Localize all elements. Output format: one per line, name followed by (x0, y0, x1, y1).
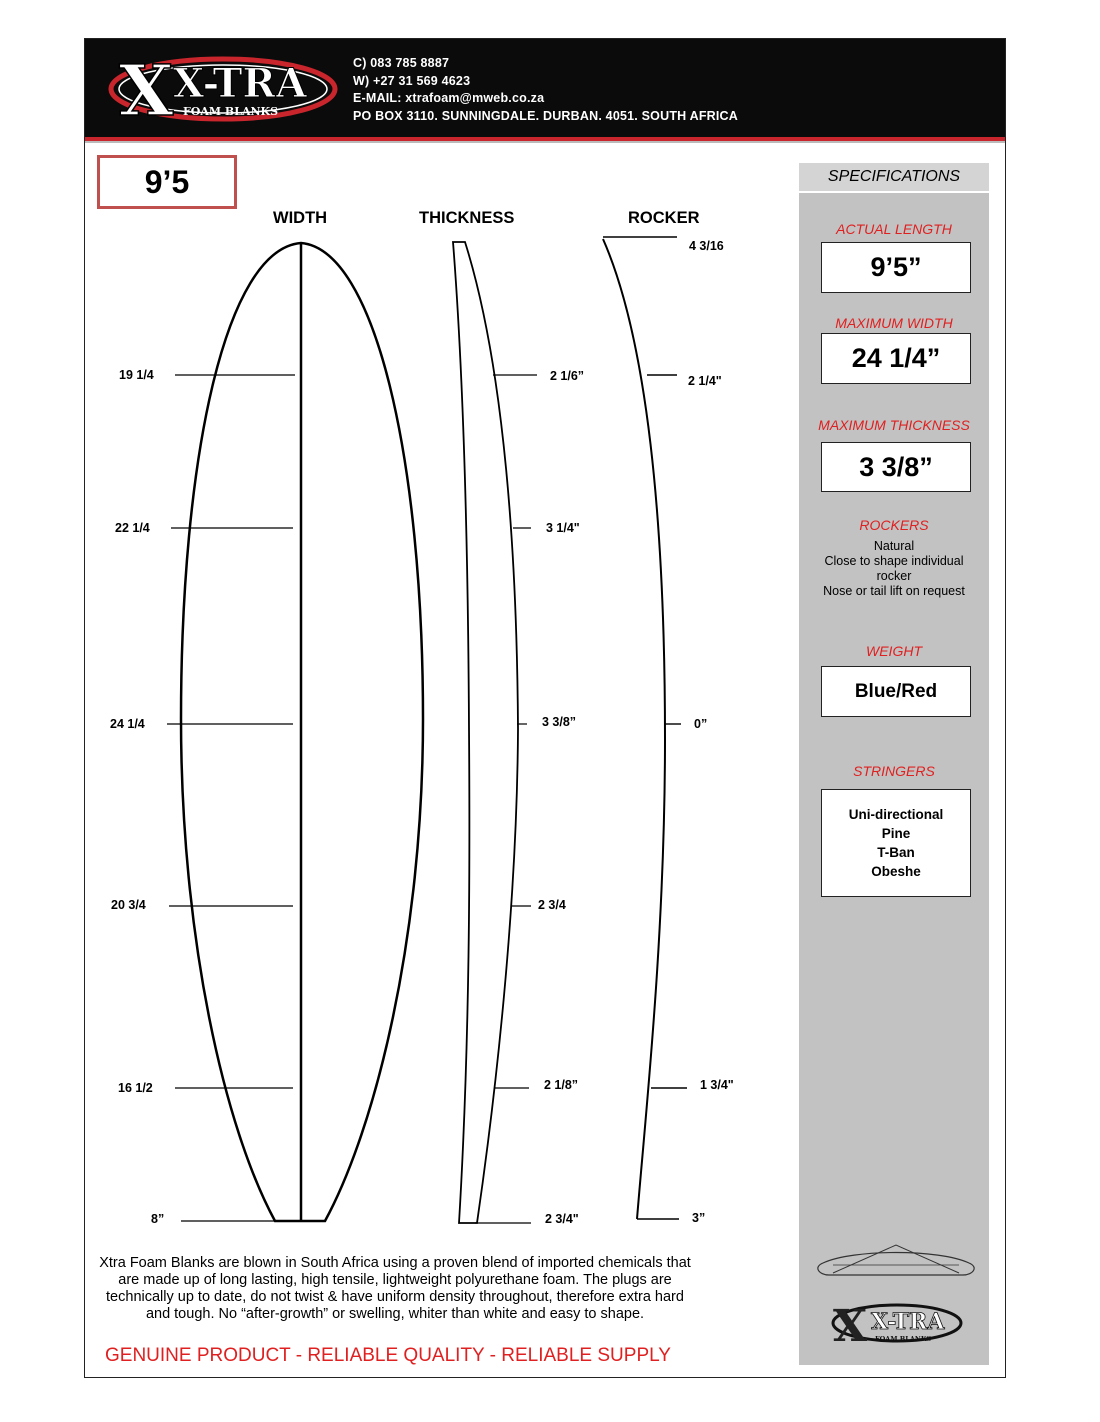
weight-value: Blue/Red (854, 680, 938, 702)
weight-box (821, 666, 971, 717)
stringers-label: STRINGERS (853, 763, 935, 779)
max-thickness-label: MAXIMUM THICKNESS (818, 417, 970, 433)
product-description: Xtra Foam Blanks are blown in South Africa using a proven blend of imported chemicals that are made up of long lasting, high tensile, lightweight polyurethane foam. The plugs are technically up to date, do not twist & have uniform density throughout, therefore extra hard and tough. No “after-growth” or swelling, whiter than white and easy to shape. (99, 1255, 691, 1322)
width-title: WIDTH (273, 209, 328, 227)
max-width-value: 24 1/4” (851, 343, 941, 373)
board-profiles (85, 39, 795, 1249)
rockers-note: Natural (873, 539, 915, 553)
rocker-profile (603, 239, 665, 1219)
thickness-title: THICKNESS (419, 209, 515, 227)
spec-sheet (84, 38, 1006, 1378)
svg-text:FOAM BLANKS: FOAM BLANKS (875, 1335, 932, 1343)
rockers-label: ROCKERS (859, 517, 929, 533)
max-width-box (821, 333, 971, 384)
thickness-label: 2 3/4 (538, 898, 566, 912)
actual-length-box (821, 242, 971, 293)
svg-text:X-TRA: X-TRA (871, 1309, 945, 1335)
width-label: 22 1/4 (115, 521, 150, 535)
thickness-leaders (475, 375, 537, 1223)
svg-text:X: X (119, 49, 174, 132)
stringer-item: Pine (881, 826, 911, 841)
rocker-label: 4 3/16 (689, 239, 724, 253)
thickness-label: 3 3/8” (542, 715, 577, 729)
stringer-item: Obeshe (871, 864, 921, 879)
max-thickness-value: 3 3/8” (859, 451, 933, 482)
rocker-label: 2 1/4" (688, 374, 722, 388)
weight-label: WEIGHT (866, 643, 922, 659)
specifications-panel (799, 163, 989, 1365)
svg-text:FOAM BLANKS: FOAM BLANKS (183, 105, 279, 118)
cell-phone: C) 083 785 8887 (353, 56, 450, 70)
slogan: GENUINE PRODUCT - RELIABLE QUALITY - RELIABLE SUPPLY (105, 1345, 671, 1366)
stringer-item: T-Ban (877, 845, 915, 860)
rocker-label: 3” (692, 1211, 706, 1225)
width-label: 24 1/4 (110, 717, 145, 731)
actual-length-label: ACTUAL LENGTH (836, 221, 952, 237)
model-size: 9’5 (144, 163, 190, 200)
email: E-MAIL: xtrafoam@mweb.co.za (353, 91, 545, 105)
max-width-label: MAXIMUM WIDTH (835, 315, 953, 331)
thickness-label: 3 1/4" (546, 521, 580, 535)
thickness-label: 2 1/6” (550, 369, 585, 383)
width-label: 19 1/4 (119, 368, 154, 382)
width-leaders (167, 375, 295, 1221)
thickness-label: 2 1/8” (544, 1078, 579, 1092)
rocker-leaders (603, 237, 687, 1219)
rocker-label: 0” (694, 717, 708, 731)
specifications-title: SPECIFICATIONS (799, 163, 989, 193)
rockers-note: Close to shape individual (824, 554, 964, 568)
width-label: 8” (151, 1212, 165, 1226)
actual-length-value: 9’5” (870, 252, 922, 282)
work-phone: W) +27 31 569 4623 (353, 73, 471, 88)
rocker-label: 1 3/4" (700, 1078, 734, 1092)
rockers-note: Nose or tail lift on request (823, 584, 965, 598)
stringers-box (821, 789, 971, 897)
xtra-logo-small (827, 1297, 967, 1349)
stringer-item: Uni-directional (848, 807, 944, 822)
blank-side-icon (813, 1239, 979, 1281)
max-thickness-box (821, 442, 971, 492)
postal-address: PO BOX 3110. SUNNINGDALE. DURBAN. 4051. SOUTH AFRICA (353, 108, 739, 123)
svg-text:X-TRA: X-TRA (173, 60, 307, 107)
width-label: 20 3/4 (111, 898, 146, 912)
thickness-label: 2 3/4" (545, 1212, 579, 1226)
svg-text:X: X (833, 1301, 868, 1349)
rocker-title: ROCKER (628, 209, 700, 227)
rockers-note: rocker (876, 569, 912, 583)
width-label: 16 1/2 (118, 1081, 153, 1095)
thickness-profile (453, 242, 518, 1223)
